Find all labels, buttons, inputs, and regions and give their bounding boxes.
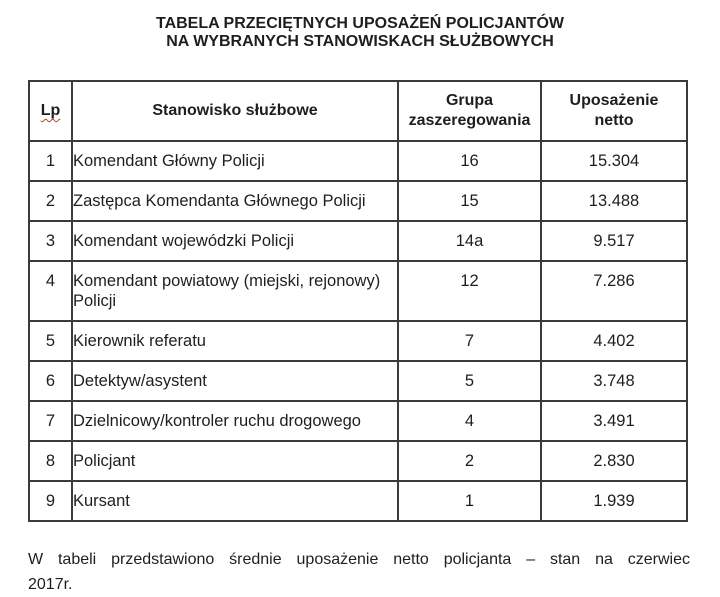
net-salary-cell: 1.939 [541, 481, 687, 521]
row-number-cell: 7 [29, 401, 72, 441]
position-cell: Komendant Główny Policji [72, 141, 398, 181]
row-number-cell: 4 [29, 261, 72, 321]
group-cell: 5 [398, 361, 541, 401]
position-cell: Zastępca Komendanta Głównego Policji [72, 181, 398, 221]
row-number-cell: 3 [29, 221, 72, 261]
table-row [29, 181, 687, 221]
col-header-net-label-line1: Uposażenie [569, 92, 659, 109]
position-cell: Komendant wojewódzki Policji [72, 221, 398, 261]
net-salary-cell: 4.402 [541, 321, 687, 361]
position-cell: Policjant [72, 441, 398, 481]
table-row [29, 221, 687, 261]
table-row [29, 401, 687, 441]
document-page [0, 15, 720, 597]
net-salary-cell: 9.517 [541, 221, 687, 261]
table-row [29, 141, 687, 181]
net-salary-cell: 2.830 [541, 441, 687, 481]
table-header [29, 81, 687, 141]
position-cell: Detektyw/asystent [72, 361, 398, 401]
group-cell: 4 [398, 401, 541, 441]
group-cell: 15 [398, 181, 541, 221]
net-salary-cell: 3.748 [541, 361, 687, 401]
row-number-cell: 9 [29, 481, 72, 521]
position-cell: Dzielnicowy/kontroler ruchu drogowego [72, 401, 398, 441]
group-cell: 16 [398, 141, 541, 181]
group-cell: 14a [398, 221, 541, 261]
row-number-cell: 2 [29, 181, 72, 221]
page-title-line1: TABELA PRZECIĘTNYCH UPOSAŻEŃ POLICJANTÓW [155, 15, 564, 32]
header-row [29, 81, 687, 141]
col-header-group-label-line2: zaszeregowania [408, 112, 531, 129]
col-header-group [398, 81, 541, 141]
col-header-lp [29, 81, 72, 141]
table-body [29, 141, 687, 521]
net-salary-cell: 13.488 [541, 181, 687, 221]
row-number-cell: 1 [29, 141, 72, 181]
col-header-net [541, 81, 687, 141]
position-cell: Komendant powiatowy (miejski, rejonowy) Policji [72, 261, 398, 321]
position-cell: Kierownik referatu [72, 321, 398, 361]
footer-note-line1: W tabeli przedstawiono średnie uposażenie netto policjanta – stan na czerwiec [28, 551, 690, 568]
page-title [0, 15, 720, 51]
group-cell: 12 [398, 261, 541, 321]
table-row [29, 261, 687, 321]
table-row [29, 441, 687, 481]
table-row [29, 321, 687, 361]
salary-table [28, 80, 688, 522]
net-salary-cell: 7.286 [541, 261, 687, 321]
footer-note-line2: 2017r. [28, 576, 73, 593]
row-number-cell: 6 [29, 361, 72, 401]
net-salary-cell: 15.304 [541, 141, 687, 181]
row-number-cell: 8 [29, 441, 72, 481]
group-cell: 7 [398, 321, 541, 361]
row-number-cell: 5 [29, 321, 72, 361]
col-header-group-label-line1: Grupa [445, 92, 494, 109]
group-cell: 2 [398, 441, 541, 481]
col-header-position [72, 81, 398, 141]
col-header-lp-label: Lp [40, 102, 61, 119]
table-row [29, 481, 687, 521]
col-header-net-label-line2: netto [594, 112, 634, 129]
table-row [29, 361, 687, 401]
footer-note [28, 547, 690, 597]
col-header-position-label: Stanowisko służbowe [152, 102, 318, 119]
group-cell: 1 [398, 481, 541, 521]
net-salary-cell: 3.491 [541, 401, 687, 441]
page-title-line2: NA WYBRANYCH STANOWISKACH SŁUŻBOWYCH [166, 33, 554, 50]
position-cell: Kursant [72, 481, 398, 521]
